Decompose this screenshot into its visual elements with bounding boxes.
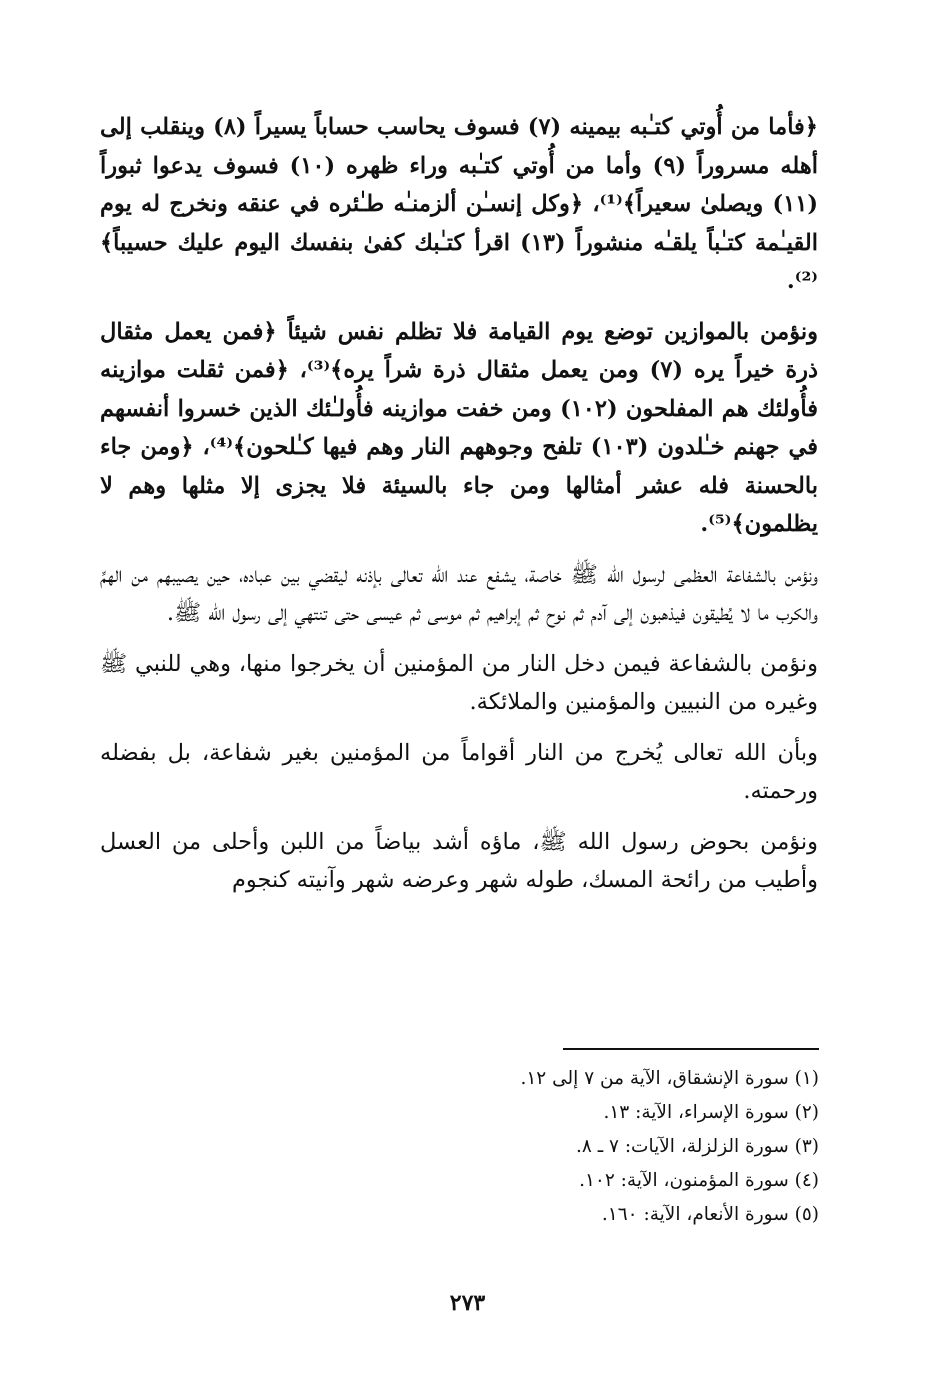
paragraph-great-intercession: ونؤمن بالشفاعة العظمى لرسول الله ﷺ خاصة، يشفع عند الله تعالى بإذنه ليقضي بين عباده، حين يصيبهم من الهمِّ والكرب ما لا يُطيقون فيذهبون إلى آدم ثم نوح ثم إبراهيم ثم موسى ثم عيسى حتى تنتهي إلى رسول الله ﷺ. [100, 561, 818, 626]
footnote-item: (٤) سورة المؤمنون، الآية: ١٠٢. [579, 1170, 819, 1191]
footnote-item: (٥) سورة الأنعام، الآية: ١٦٠. [601, 1204, 819, 1225]
footnote-item: (٣) سورة الزلزلة، الآيات: ٧ ـ ٨. [575, 1136, 819, 1157]
paragraph-intercession-believers: ونؤمن بالشفاعة فيمن دخل النار من المؤمنين أن يخرجوا منها، وهي للنبي ﷺ وغيره من النبيين والمؤمنين والملائكة. [100, 650, 818, 715]
paragraph-quran-book-verses: ﴿فأما من أُوتي كتـٰبه بيمينه (٧) فسوف يحاسب حساباً يسيراً (٨) وينقلب إلى أهله مسروراً (٩) وأما من أُوتي كتـٰبه وراء ظهره (١٠) فسوف يدعوا ثبوراً (١١) ويصلىٰ سعيراً﴾⁽¹⁾، ﴿وكل إنسـٰن ألزمنـٰه طـٰئره في عنقه ونخرج له يوم القيـٰمة كتـٰباً يلقـٰه منشوراً (١٣) اقرأ كتـٰبك كفىٰ بنفسك اليوم عليك حسيباً﴾⁽²⁾. [100, 114, 818, 294]
footnote-item: (٢) سورة الإسراء، الآية: ١٣. [603, 1102, 819, 1123]
footnotes-list [520, 1062, 819, 1232]
paragraph-scales-verses: ونؤمن بالموازين توضع يوم القيامة فلا تظلم نفس شيئاً ﴿فمن يعمل مثقال ذرة خيراً يره (٧) ومن يعمل مثقال ذرة شراً يره﴾⁽³⁾، ﴿فمن ثقلت موازينه فأُولئك هم المفلحون (١٠٢) ومن خفت موازينه فأُولـٰئك الذين خسروا أنفسهم في جهنم خـٰلدون (١٠٣) تلفح وجوههم النار وهم فيها كـٰلحون﴾⁽⁴⁾، ﴿ومن جاء بالحسنة فله عشر أمثالها ومن جاء بالسيئة فلا يجزى إلا مثلها وهم لا يظلمون﴾⁽⁵⁾. [100, 318, 819, 537]
paragraph-release-without-intercession: وبأن الله تعالى يُخرج من النار أقواماً من المؤمنين بغير شفاعة، بل بفضله ورحمته. [100, 739, 818, 804]
main-text [100, 108, 818, 912]
page-number: ٢٧٣ [449, 1290, 486, 1316]
paragraph-the-pool: ونؤمن بحوض رسول الله ﷺ، ماؤه أشد بياضاً من اللبن وأحلى من العسل وأطيب من رائحة المسك، طوله شهر وعرضه شهر وآنيته كنجوم [100, 828, 818, 893]
footnote-item: (١) سورة الإنشقاق، الآية من ٧ إلى ١٢. [520, 1068, 819, 1089]
footnote-divider [563, 1048, 819, 1050]
